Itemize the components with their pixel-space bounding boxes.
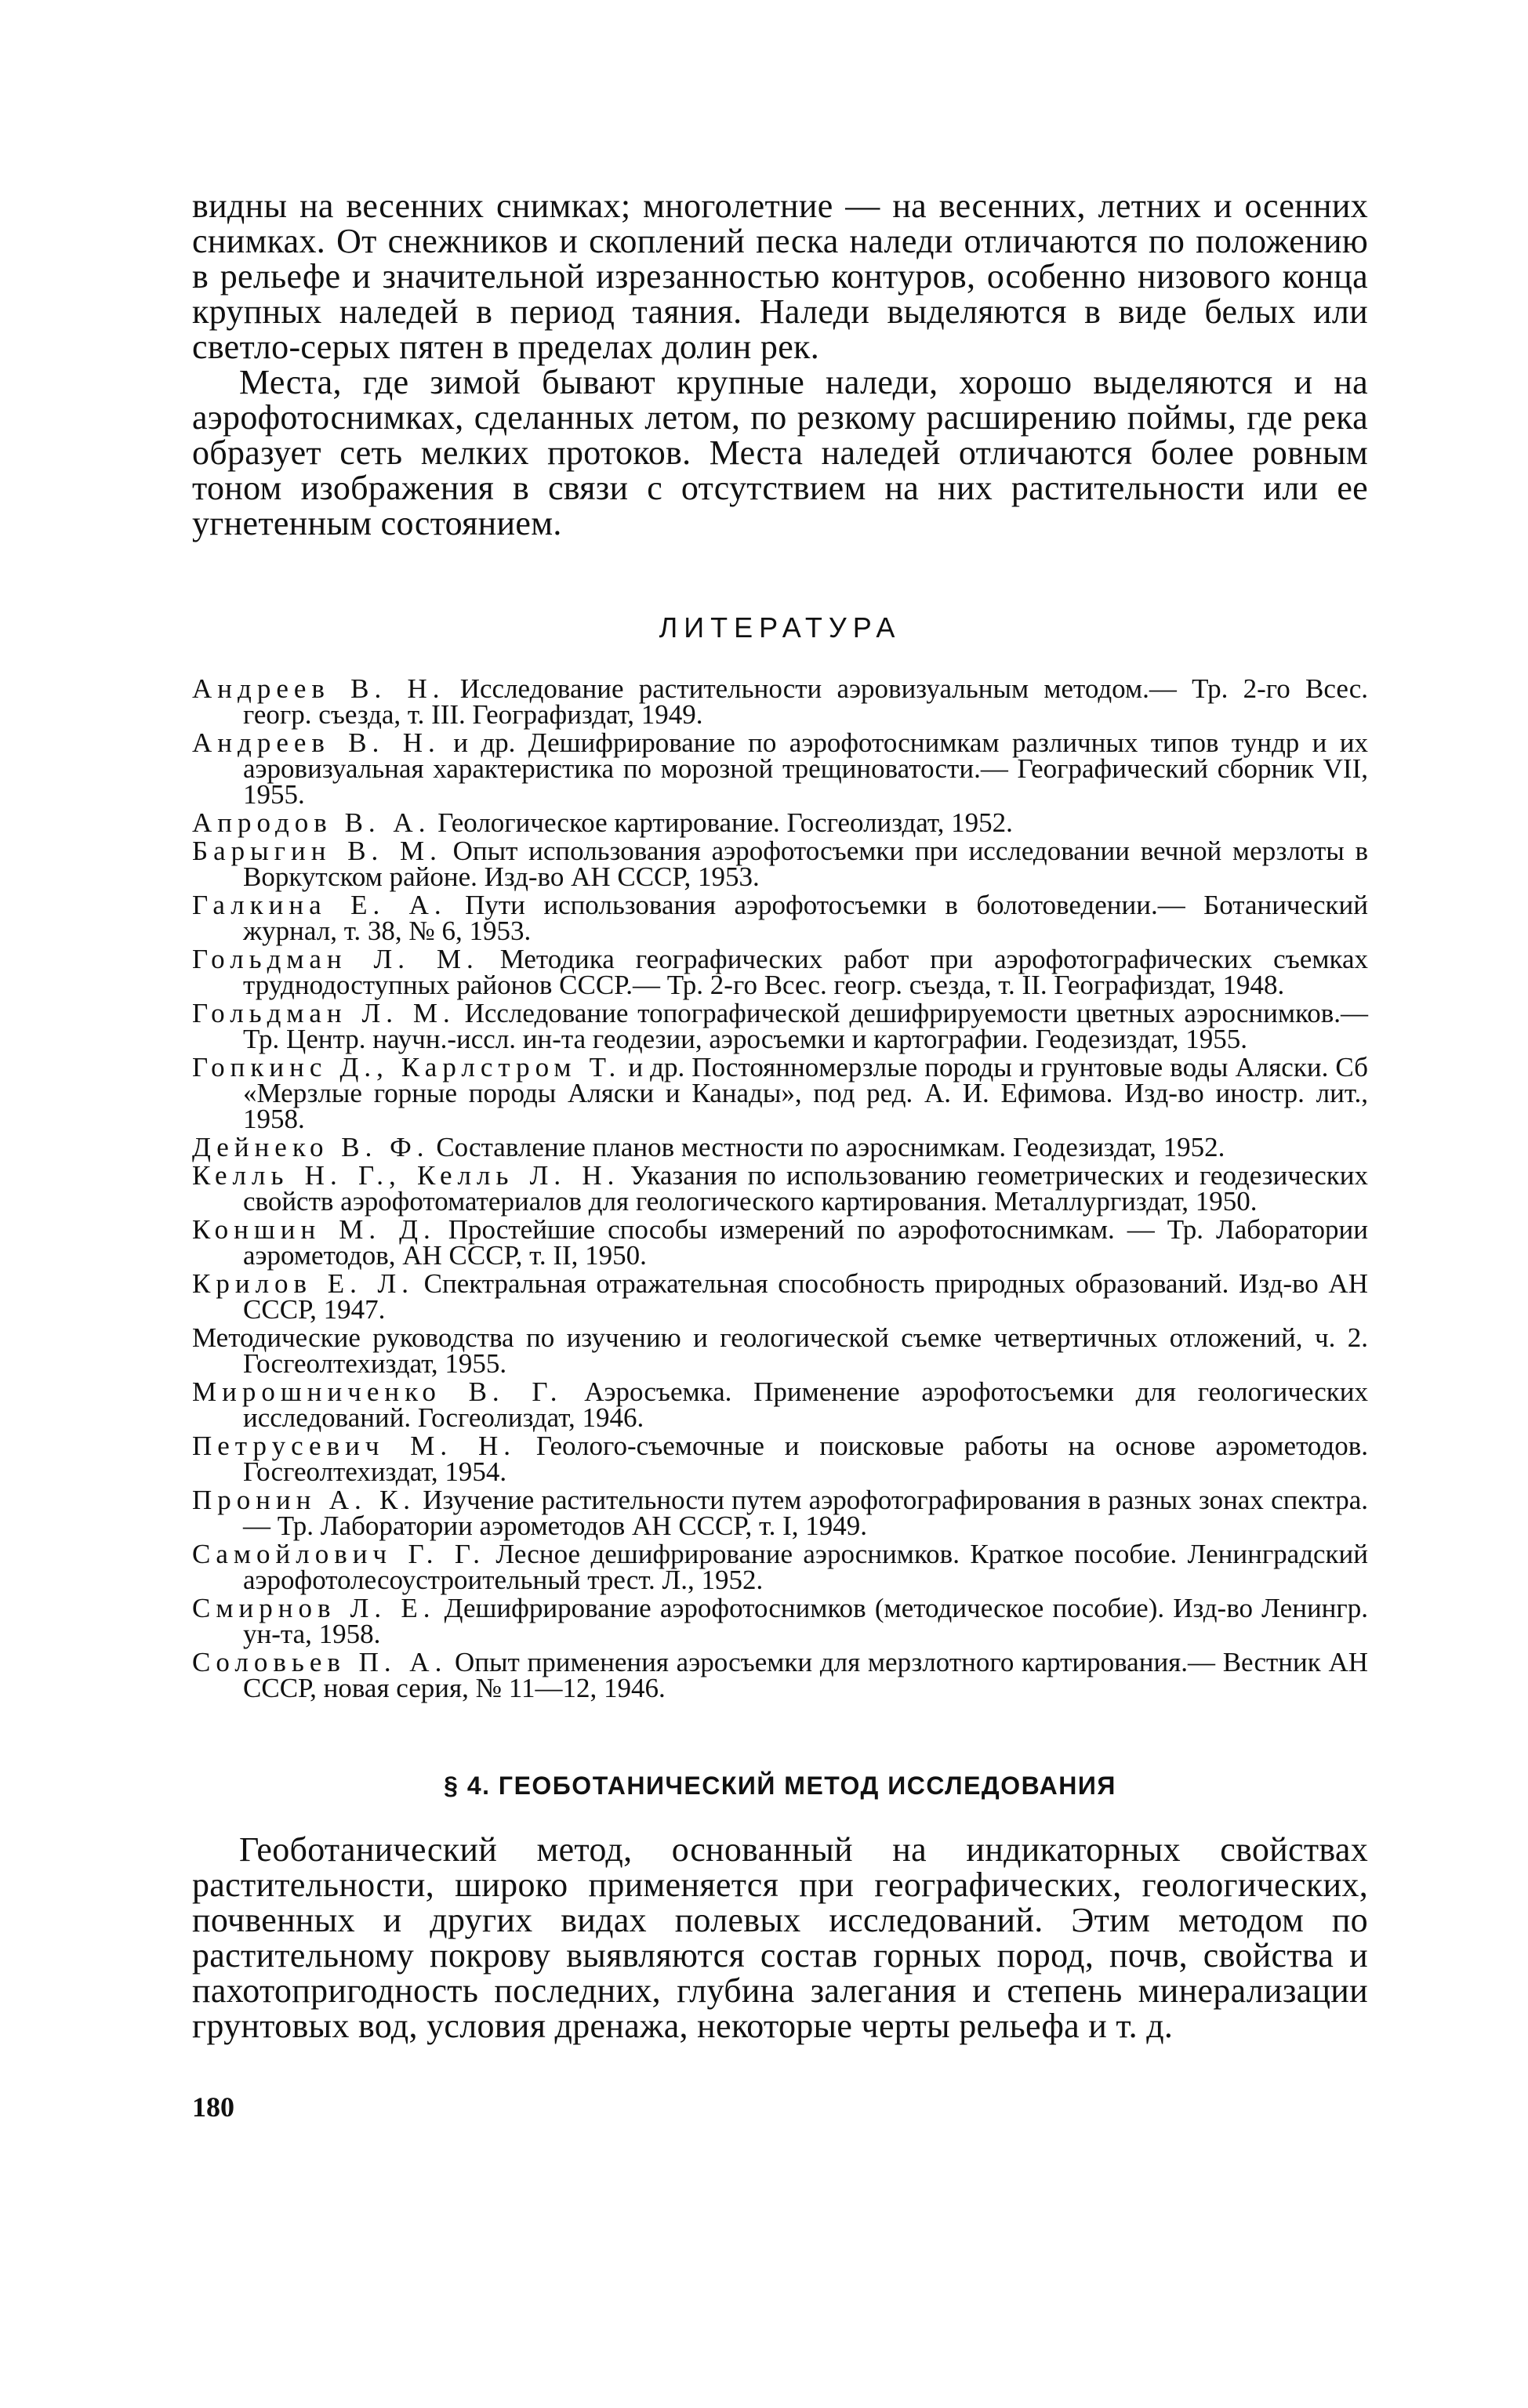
reference-text: Спектральная отражательная способность природных образований. Изд-во АН СССР, 1947. [243, 1268, 1368, 1325]
reference-text: Лесное дешифрирование аэроснимков. Краткое пособие. Ленинградский аэрофотолесоустроительный трест. Л., 1952. [243, 1539, 1369, 1595]
reference-item [192, 1134, 1368, 1160]
reference-item [192, 1649, 1368, 1701]
reference-text: Опыт применения аэросъемки для мерзлотного картирования.— Вестник АН СССР, новая серия, № 11—12, 1946. [243, 1647, 1368, 1703]
reference-item [192, 1541, 1368, 1593]
reference-text: Исследование топографической дешифрируемости цветных аэроснимков.— Тр. Центр. научн.-иссл. ин-та геодезии, аэросъемки и картографии. Геодезиздат, 1955. [243, 998, 1369, 1054]
reference-text: Геологическое картирование. Госгеолиздат, 1952. [437, 807, 1013, 838]
reference-author: Барыгин В. М. [192, 836, 442, 866]
reference-author: Гопкинс Д., Карлстром Т. [192, 1052, 622, 1083]
reference-text: Методика географических работ при аэрофотографических съемках труднодоступных районов СССР.— Тр. 2-го Всес. геогр. съезда, т. II. Географиздат, 1948. [243, 944, 1368, 1000]
reference-author: Пронин А. К. [192, 1485, 416, 1515]
reference-author: Андреев В. Н. [192, 673, 445, 704]
reference-author: Галкина Е. А. [192, 890, 447, 920]
reference-item [192, 727, 1369, 810]
intro-paragraph-1: видны на весенних снимках; многолетние — на весенних, летних и осенних снимках. От снежников и скоплений песка наледи отличаются по положению в рельефе и значительной изрезанностью контуров, особенно низового конца крупных наледей в период таяния. Наледи выделяются в виде белых или светло-серых пятен в пределах долин рек. [192, 187, 1368, 366]
section-paragraph: Геоботанический метод, основанный на индикаторных свойствах растительности, широко применяется при географических, геологических, почвенных и других видах полевых исследований. Этим методом по растительному покрову выявляются состав горных пород, почв, свойства и пахотопригодность последних, глубина залегания и степень минерализации грунтовых вод, условия дренажа, некоторые черты рельефа и т. д. [192, 1830, 1368, 2045]
reference-item [192, 1160, 1368, 1217]
reference-text: Методические руководства по изучению и геологической съемке четвертичных отложений, ч. 2. Госгеолтехиздат, 1955. [192, 1322, 1368, 1379]
reference-author: Дейнеко В. Ф. [192, 1132, 430, 1162]
reference-author: Крилов Е. Л. [192, 1268, 414, 1299]
reference-list [192, 673, 1369, 1703]
reference-text: Исследование растительности аэровизуальным методом.— Тр. 2-го Всес. геогр. съезда, т. III. Географиздат, 1949. [243, 673, 1369, 730]
literature-heading: ЛИТЕРАТУРА [659, 611, 902, 644]
reference-author: Апродов В. А. [192, 807, 431, 838]
intro-paragraph-2: Места, где зимой бывают крупные наледи, хорошо выделяются и на аэрофотоснимках, сделанных летом, по резкому расширению поймы, где река образует сеть мелких протоков. Места наледей отличаются более ровным тоном изображения в связи с отсутствием на них растительности или ее угнетенным состоянием. [192, 363, 1368, 542]
page-number: 180 [192, 2091, 234, 2123]
reference-text: Изучение растительности путем аэрофотографирования в разных зонах спектра.— Тр. Лаборатории аэрометодов АН СССР, т. I, 1949. [243, 1485, 1369, 1541]
reference-text: и др. Дешифрирование по аэрофотоснимкам различных типов тундр и их аэровизуальная характеристика по морозной трещиноватости.— Географический сборник VII, 1955. [243, 727, 1369, 810]
reference-item [192, 1595, 1368, 1647]
reference-author: Гольдман Л. М. [192, 998, 455, 1028]
reference-item [192, 1433, 1368, 1485]
reference-text: Указания по использованию геометрических и геодезических свойств аэрофотоматериалов для геологического картирования. Металлургиздат, 1950. [243, 1160, 1368, 1217]
document-page [192, 188, 1368, 2123]
reference-text: и др. Постояннoмерзлые породы и грунтовые воды Аляски. Сб «Мерзлые горные породы Аляски и Канады», под ред. А. И. Ефимова. Изд-во иностр. лит., 1958. [243, 1052, 1368, 1134]
reference-author: Самойлович Г. Г. [192, 1539, 485, 1569]
reference-text: Простейшие способы измерений по аэрофотоснимкам. — Тр. Лаборатории аэрометодов, АН СССР, т. II, 1950. [243, 1214, 1369, 1271]
reference-author: Коншин М. Д. [192, 1214, 436, 1245]
reference-text: Дешифрирование аэрофотоснимков (методическое пособие). Изд-во Ленингр. ун-та, 1958. [243, 1593, 1369, 1649]
reference-text: Геолого-съемочные и поисковые работы на основе аэрометодов. Госгеолтехиздат, 1954. [243, 1431, 1368, 1487]
reference-item [192, 1487, 1368, 1539]
section-heading: § 4. ГЕОБОТАНИЧЕСКИЙ МЕТОД ИССЛЕДОВАНИЯ [444, 1772, 1116, 1800]
reference-author: Андреев В. Н. [192, 727, 441, 758]
reference-text: Опыт использования аэрофотосъемки при исследовании вечной мерзлоты в Воркутском районе. Изд-во АН СССР, 1953. [243, 836, 1369, 892]
reference-author: Келль Н. Г., Келль Л. Н. [192, 1160, 620, 1191]
reference-author: Гольдман Л. М. [192, 944, 479, 974]
reference-item [192, 673, 1369, 730]
reference-item [192, 1214, 1369, 1271]
reference-item [192, 1000, 1368, 1052]
reference-item [192, 1376, 1368, 1433]
reference-item [192, 892, 1368, 944]
reference-author: Соловьев П. А. [192, 1647, 448, 1677]
reference-author: Смирнов Л. Е. [192, 1593, 436, 1623]
reference-text: Пути использования аэрофотосъемки в болотоведении.— Ботанический журнал, т. 38, № 6, 1953. [243, 890, 1369, 946]
reference-text: Аэросъемка. Применение аэрофотосъемки для геологических исследований. Госгеолиздат, 1946. [243, 1376, 1368, 1433]
reference-item [192, 1268, 1368, 1325]
reference-text: Составление планов местности по аэроснимкам. Геодезиздат, 1952. [436, 1132, 1225, 1162]
reference-author: Мирошниченко В. Г. [192, 1376, 563, 1407]
reference-author: Петрусевич М. Н. [192, 1431, 517, 1461]
reference-item [192, 807, 1368, 838]
reference-item [192, 1322, 1368, 1379]
reference-item [192, 946, 1368, 998]
reference-item [192, 1054, 1368, 1132]
reference-item [192, 838, 1368, 890]
